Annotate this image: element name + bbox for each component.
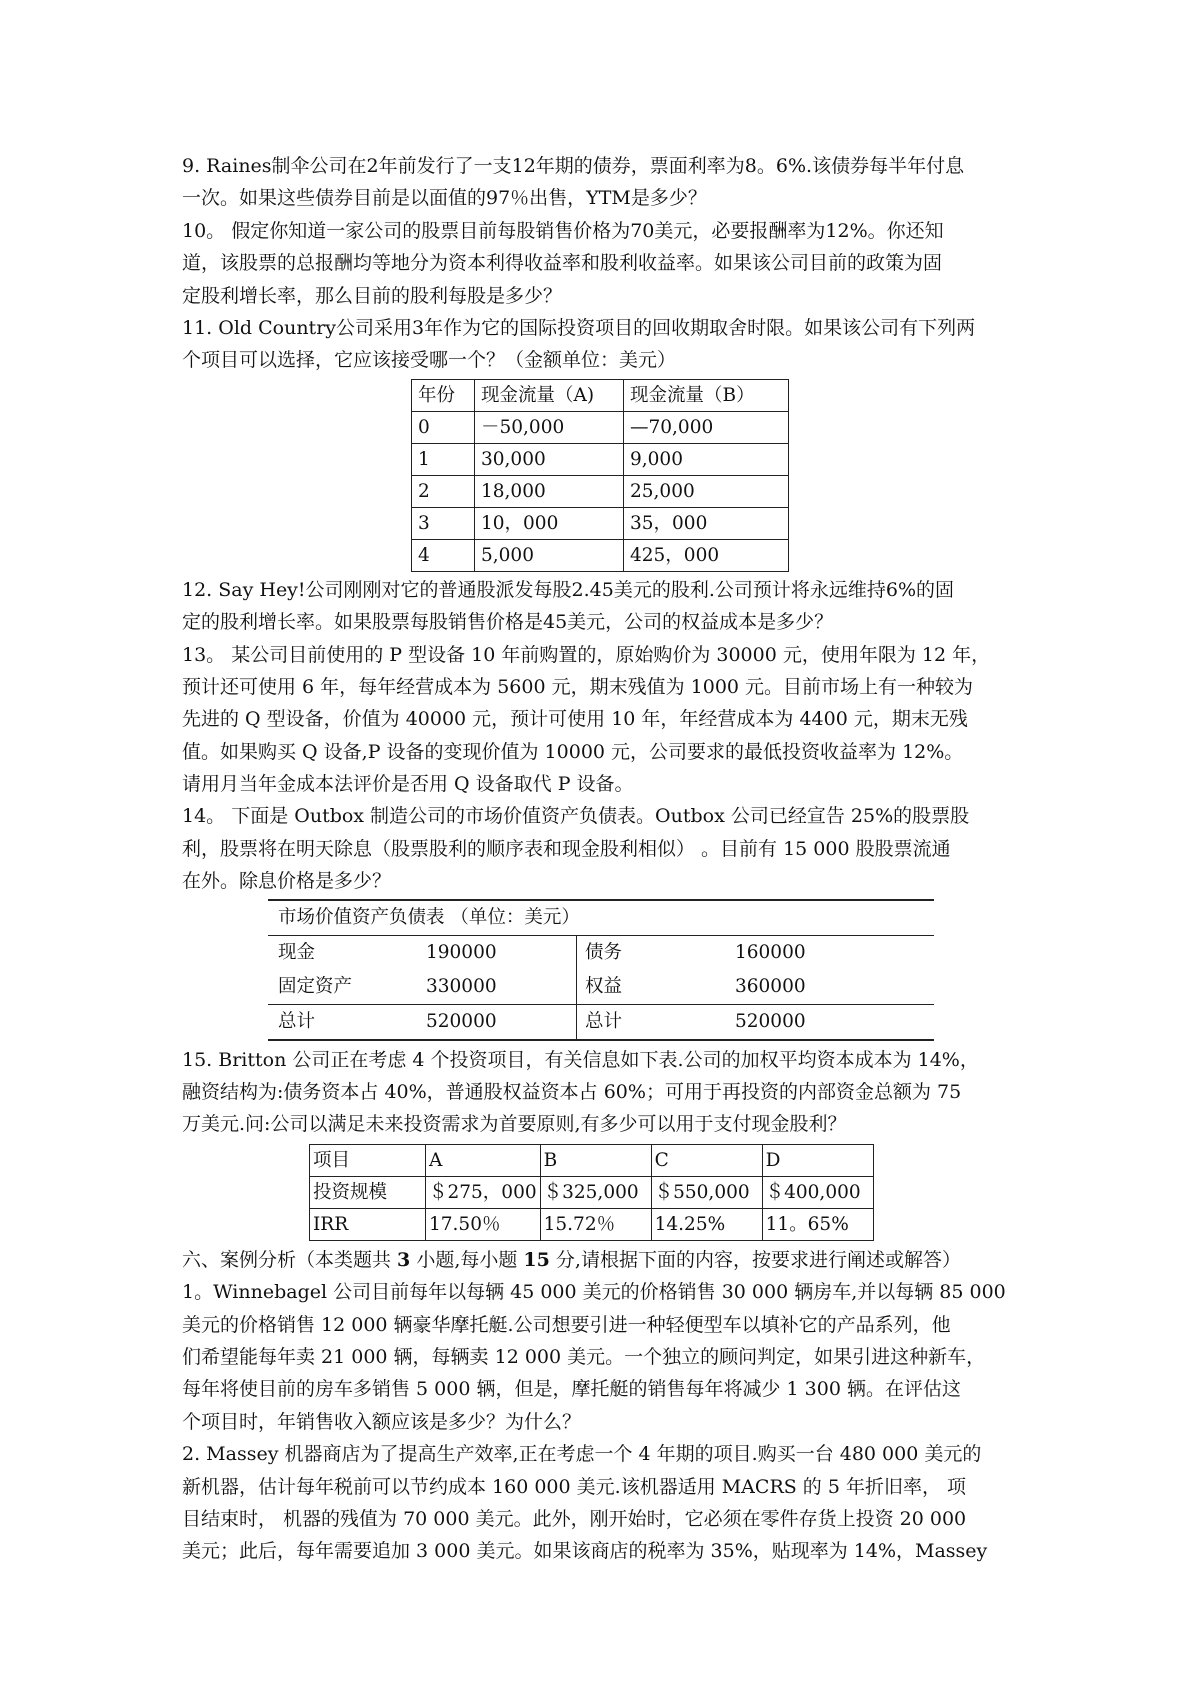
section-heading-text: 小题,每小题 — [410, 1248, 524, 1271]
question-13-line: 值。如果购买 Q 设备,P 设备的变现价值为 10000 元，公司要求的最低投资收益率为 12%。 — [182, 740, 964, 763]
question-13-line: 请用月当年金成本法评价是否用 Q 设备取代 P 设备。 — [182, 773, 634, 796]
table-cell: 190000 — [426, 941, 497, 963]
question-14 — [182, 800, 1020, 1040]
question-15-line: 融资结构为:债务资本占 40%，普通股权益资本占 60%；可用于再投资的内部资金总额为 75 — [182, 1081, 962, 1104]
table-row — [310, 1176, 874, 1208]
question-12 — [182, 574, 1020, 639]
table-cell: ＄325,000 — [540, 1176, 651, 1208]
case-1-line: 每年将使目前的房车多销售 5 000 辆，但是，摩托艇的销售每年将减少 1 300 辆。在评估这 — [182, 1378, 961, 1401]
table-header-cell: 年份 — [412, 379, 475, 411]
table-header-cell: 现金流量（A) — [475, 379, 624, 411]
exam-page — [182, 150, 1020, 1568]
case-2-line: 2. Massey 机器商店为了提高生产效率,正在考虑一个 4 年期的项目.购买一台 480 000 美元的 — [182, 1443, 982, 1466]
question-13 — [182, 639, 1020, 801]
table-cell: 总计 — [278, 1010, 316, 1032]
table-row — [412, 539, 789, 571]
case-1 — [182, 1276, 1020, 1438]
table-cell: ＄400,000 — [762, 1176, 873, 1208]
case-2 — [182, 1438, 1020, 1568]
table-header-cell: 现金流量（B） — [624, 379, 789, 411]
question-11 — [182, 312, 1020, 572]
question-11-line: 11. Old Country公司采用3年作为它的国际投资项目的回收期取舍时限。如果该公司有下列两 — [182, 316, 976, 339]
question-14-line: 14。 下面是 Outbox 制造公司的市场价值资产负债表。Outbox 公司已经宣告 25%的股票股 — [182, 805, 970, 828]
table-cell: 9,000 — [624, 443, 789, 475]
table-cell: 15.72％ — [540, 1208, 651, 1240]
question-11-line: 个项目可以选择，它应该接受哪一个？（金额单位：美元） — [182, 349, 677, 372]
table-cell: 11。65% — [762, 1208, 873, 1240]
table-cell: 4 — [412, 539, 475, 571]
question-12-line: 12. Say Hey!公司刚刚对它的普通股派发每股2.45美元的股利.公司预计将永远维持6%的固 — [182, 578, 955, 601]
question-15-line: 万美元.问:公司以满足未来投资需求为首要原则,有多少可以用于支付现金股利？ — [182, 1113, 847, 1136]
question-10-line: 定股利增长率，那么目前的股利每股是多少？ — [182, 284, 563, 307]
case-2-line: 新机器，估计每年税前可以节约成本 160 000 美元.该机器适用 MACRS 的 5 年折旧率， 项 — [182, 1475, 967, 1498]
table-row — [268, 935, 934, 970]
section-heading — [182, 1244, 1020, 1276]
table-cell: ＄275，000 — [426, 1176, 541, 1208]
table-row — [412, 475, 789, 507]
balance-sheet-title: 市场价值资产负债表 （单位：美元） — [278, 906, 580, 928]
table-cell: 0 — [412, 411, 475, 443]
table-cell: 3 — [412, 507, 475, 539]
case-1-line: 美元的价格销售 12 000 辆豪华摩托艇.公司想要引进一种轻便型车以填补它的产品系列，他 — [182, 1313, 951, 1336]
question-15 — [182, 1044, 1020, 1241]
question-9-line: 一次。如果这些债券目前是以面值的97％出售，YTM是多少？ — [182, 187, 707, 210]
section-heading-text: 请根据下面的内容，按要求进行阐述或解答） — [580, 1248, 961, 1271]
table-cell: 17.50％ — [426, 1208, 541, 1240]
case-1-line: 1。Winnebagel 公司目前每年以每辆 45 000 美元的价格销售 30 000 辆房车,并以每辆 85 000 — [182, 1281, 1006, 1304]
case-2-line: 美元；此后，每年需要追加 3 000 美元。如果该商店的税率为 35%，贴现率为 14%，Massey — [182, 1540, 988, 1563]
section-heading-count: 3 — [397, 1248, 411, 1271]
question-10-line: 10。 假定你知道一家公司的股票目前每股销售价格为70美元，必要报酬率为12%。你还知 — [182, 219, 944, 242]
case-1-line: 个项目时，年销售收入额应该是多少？为什么？ — [182, 1410, 582, 1433]
question-15-line: 15. Britton 公司正在考虑 4 个投资项目，有关信息如下表.公司的加权平均资本成本为 14%， — [182, 1048, 979, 1071]
section-heading-points: 15 — [523, 1248, 550, 1271]
case-2-line: 目结束时， 机器的残值为 70 000 美元。此外，刚开始时，它必须在零件存货上投资 20 000 — [182, 1507, 967, 1530]
table-cell: 520000 — [735, 1010, 806, 1032]
table-cell: 330000 — [426, 975, 497, 997]
table-row — [310, 1144, 874, 1176]
table-cell: 项目 — [310, 1144, 426, 1176]
table-row — [268, 1004, 934, 1039]
table-cell: ＄550,000 — [651, 1176, 762, 1208]
section-heading-text: 分, — [549, 1248, 581, 1271]
table-cell: 5,000 — [475, 539, 624, 571]
table-cell: 投资规模 — [310, 1176, 426, 1208]
table-row — [268, 970, 934, 1004]
table-cell: 425，000 — [624, 539, 789, 571]
table-row — [412, 507, 789, 539]
question-14-line: 在外。除息价格是多少？ — [182, 870, 392, 893]
table-row — [310, 1208, 874, 1240]
table-cell: 25,000 — [624, 475, 789, 507]
table-cell: 现金 — [278, 941, 316, 963]
balance-sheet-table — [268, 899, 934, 1041]
question-13-line: 先进的 Q 型设备，价值为 40000 元，预计可使用 10 年，年经营成本为 4400 元，期末无残 — [182, 708, 968, 731]
table-cell: 360000 — [735, 975, 806, 997]
table-cell: 30,000 — [475, 443, 624, 475]
table-cell: 债务 — [576, 936, 735, 970]
table-cell: 固定资产 — [278, 975, 353, 997]
question-9 — [182, 150, 1020, 215]
table-cell: D — [762, 1144, 873, 1176]
question-13-line: 预计还可使用 6 年，每年经营成本为 5600 元，期末残值为 1000 元。目前市场上有一种较为 — [182, 675, 974, 698]
question-10 — [182, 215, 1020, 312]
table-cell: 10，000 — [475, 507, 624, 539]
table-cell: 14.25% — [651, 1208, 762, 1240]
question-12-line: 定的股利增长率。如果股票每股销售价格是45美元，公司的权益成本是多少？ — [182, 611, 834, 634]
table-row — [412, 443, 789, 475]
question-14-line: 利，股票将在明天除息（股票股利的顺序表和现金股利相似） 。目前有 15 000 股股票流通 — [182, 837, 951, 860]
table-cell: 权益 — [576, 970, 735, 1004]
table-cell: 160000 — [735, 941, 806, 963]
cash-flow-table — [411, 379, 789, 572]
table-cell: －50,000 — [475, 411, 624, 443]
question-9-line: 9. Raines制伞公司在2年前发行了一支12年期的债券，票面利率为8。6%.该债券每半年付息 — [182, 155, 965, 177]
table-cell: —70,000 — [624, 411, 789, 443]
table-cell: 35，000 — [624, 507, 789, 539]
table-cell: IRR — [310, 1208, 426, 1240]
table-cell: C — [651, 1144, 762, 1176]
question-13-line: 13。 某公司目前使用的 P 型设备 10 年前购置的，原始购价为 30000 元，使用年限为 12 年， — [182, 643, 991, 666]
table-cell: B — [540, 1144, 651, 1176]
table-row — [412, 411, 789, 443]
balance-sheet-title-row — [268, 901, 934, 935]
question-10-line: 道，该股票的总报酬均等地分为资本利得收益率和股利收益率。如果该公司目前的政策为固 — [182, 252, 943, 275]
investment-projects-table — [309, 1144, 874, 1241]
table-cell: 1 — [412, 443, 475, 475]
case-1-line: 们希望能每年卖 21 000 辆，每辆卖 12 000 美元。一个独立的顾问判定，如果引进这种新车， — [182, 1345, 986, 1368]
table-cell: 18,000 — [475, 475, 624, 507]
table-cell: A — [426, 1144, 541, 1176]
table-cell: 2 — [412, 475, 475, 507]
table-cell: 总计 — [576, 1005, 735, 1039]
section-heading-text: 六、案例分析（本类题共 — [182, 1248, 398, 1271]
table-cell: 520000 — [426, 1010, 497, 1032]
table-header-row — [412, 379, 789, 411]
